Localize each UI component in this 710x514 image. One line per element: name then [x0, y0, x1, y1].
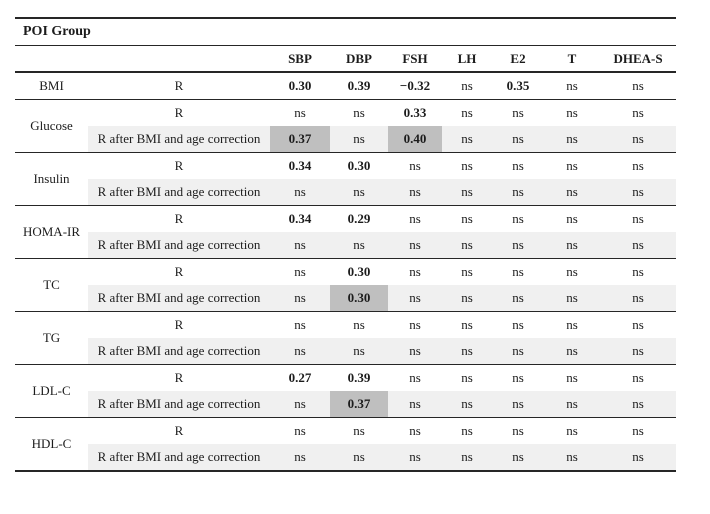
- cell-glucose-sbp: 0.37: [270, 126, 330, 153]
- cell-tg-e2: ns: [492, 312, 544, 339]
- cell-insulin-dhea-s: ns: [600, 179, 676, 206]
- cell-bmi-t: ns: [566, 78, 578, 93]
- cell-tg-sbp: ns: [270, 312, 330, 339]
- table-row-ldl-c-corrected: [15, 391, 676, 418]
- cell-homa-ir-t: ns: [544, 232, 600, 259]
- cell-hdl-c-lh: ns: [442, 444, 492, 471]
- poi-correlation-table: [15, 17, 676, 472]
- subrow-name: R after BMI and age correction: [88, 232, 270, 259]
- cell-glucose-t: ns: [544, 126, 600, 153]
- subrow-name: R: [88, 153, 270, 180]
- cell-homa-ir-sbp: ns: [270, 232, 330, 259]
- cell-hdl-c-fsh: ns: [388, 418, 442, 445]
- row-label-bmi: BMI: [15, 72, 88, 100]
- cell-insulin-dbp: ns: [330, 179, 388, 206]
- cell-glucose-fsh: 0.40: [388, 126, 442, 153]
- cell-homa-ir-lh: ns: [442, 232, 492, 259]
- cell-tg-dhea-s: ns: [600, 338, 676, 365]
- column-header-fsh: FSH: [388, 46, 442, 73]
- cell-tc-fsh: ns: [388, 285, 442, 312]
- cell-tg-lh: ns: [442, 312, 492, 339]
- cell-insulin-sbp: 0.34: [270, 153, 330, 180]
- cell-tc-lh: ns: [442, 259, 492, 286]
- cell-bmi-lh: ns: [461, 78, 473, 93]
- subrow-name: R after BMI and age correction: [88, 179, 270, 206]
- cell-ldl-c-dhea-s: ns: [600, 391, 676, 418]
- cell-ldl-c-dbp: 0.39: [330, 365, 388, 392]
- table-row-insulin-corrected: [15, 179, 676, 206]
- cell-tg-dbp: ns: [330, 312, 388, 339]
- subrow-name: R: [88, 259, 270, 286]
- cell-homa-ir-fsh: ns: [388, 206, 442, 233]
- subrow-name: R: [88, 365, 270, 392]
- row-label-hdl-c: HDL-C: [15, 418, 88, 472]
- subrow-name: R after BMI and age correction: [88, 285, 270, 312]
- table-row-insulin-r: [15, 153, 676, 180]
- cell-tg-fsh: ns: [388, 312, 442, 339]
- cell-homa-ir-e2: ns: [492, 232, 544, 259]
- subrow-name: R: [174, 78, 184, 93]
- table-row-tc-corrected: [15, 285, 676, 312]
- cell-insulin-e2: ns: [492, 179, 544, 206]
- cell-bmi-dhea-s: ns: [632, 78, 644, 93]
- cell-tc-sbp: ns: [270, 259, 330, 286]
- cell-homa-ir-t: ns: [544, 206, 600, 233]
- cell-hdl-c-lh: ns: [442, 418, 492, 445]
- subrow-name: R after BMI and age correction: [88, 126, 270, 153]
- table-row-glucose-corrected: [15, 126, 676, 153]
- cell-tg-t: ns: [544, 338, 600, 365]
- cell-ldl-c-dhea-s: ns: [600, 365, 676, 392]
- cell-tc-fsh: ns: [388, 259, 442, 286]
- cell-insulin-lh: ns: [442, 179, 492, 206]
- cell-tg-e2: ns: [492, 338, 544, 365]
- cell-ldl-c-fsh: ns: [388, 365, 442, 392]
- cell-glucose-dbp: ns: [330, 100, 388, 127]
- cell-glucose-sbp: ns: [270, 100, 330, 127]
- cell-glucose-fsh: 0.33: [388, 100, 442, 127]
- cell-ldl-c-sbp: ns: [270, 391, 330, 418]
- subrow-name: R after BMI and age correction: [88, 391, 270, 418]
- cell-tc-dhea-s: ns: [600, 285, 676, 312]
- table-row-hdl-c-r: [15, 418, 676, 445]
- cell-insulin-e2: ns: [492, 153, 544, 180]
- cell-glucose-t: ns: [544, 100, 600, 127]
- cell-hdl-c-dhea-s: ns: [600, 418, 676, 445]
- cell-ldl-c-fsh: ns: [388, 391, 442, 418]
- table-row-bmi-r: [15, 72, 676, 100]
- column-header-dhea-s: DHEA-S: [600, 46, 676, 73]
- cell-insulin-dhea-s: ns: [600, 153, 676, 180]
- table-title: POI Group: [15, 18, 676, 46]
- cell-hdl-c-sbp: ns: [270, 444, 330, 471]
- cell-tc-dbp: 0.30: [330, 285, 388, 312]
- cell-tc-lh: ns: [442, 285, 492, 312]
- cell-ldl-c-dbp: 0.37: [330, 391, 388, 418]
- cell-glucose-dhea-s: ns: [600, 126, 676, 153]
- cell-insulin-t: ns: [544, 153, 600, 180]
- cell-tg-dhea-s: ns: [600, 312, 676, 339]
- corner-empty-subname-col: [88, 46, 270, 73]
- cell-tg-t: ns: [544, 312, 600, 339]
- cell-ldl-c-sbp: 0.27: [270, 365, 330, 392]
- cell-tc-e2: ns: [492, 285, 544, 312]
- cell-homa-ir-dhea-s: ns: [600, 232, 676, 259]
- cell-hdl-c-dbp: ns: [330, 444, 388, 471]
- cell-ldl-c-t: ns: [544, 365, 600, 392]
- cell-tc-e2: ns: [492, 259, 544, 286]
- subrow-name: R: [88, 418, 270, 445]
- cell-hdl-c-dbp: ns: [330, 418, 388, 445]
- cell-tc-dbp: 0.30: [330, 259, 388, 286]
- cell-homa-ir-e2: ns: [492, 206, 544, 233]
- cell-ldl-c-e2: ns: [492, 365, 544, 392]
- cell-insulin-sbp: ns: [270, 179, 330, 206]
- row-label-tg: TG: [15, 312, 88, 365]
- cell-glucose-e2: ns: [492, 100, 544, 127]
- cell-tg-dbp: ns: [330, 338, 388, 365]
- cell-tg-fsh: ns: [388, 338, 442, 365]
- cell-insulin-dbp: 0.30: [330, 153, 388, 180]
- subrow-name: R after BMI and age correction: [88, 338, 270, 365]
- column-header-dbp: DBP: [330, 46, 388, 73]
- row-label-tc: TC: [15, 259, 88, 312]
- cell-insulin-t: ns: [544, 179, 600, 206]
- row-label-glucose: Glucose: [15, 100, 88, 153]
- cell-tg-lh: ns: [442, 338, 492, 365]
- row-label-ldl-c: LDL-C: [15, 365, 88, 418]
- subrow-name: R: [88, 312, 270, 339]
- subrow-name: R: [88, 100, 270, 127]
- cell-hdl-c-e2: ns: [492, 418, 544, 445]
- table-row-hdl-c-corrected: [15, 444, 676, 471]
- cell-bmi-sbp: 0.30: [288, 78, 312, 93]
- cell-hdl-c-e2: ns: [492, 444, 544, 471]
- cell-bmi-dbp: 0.39: [347, 78, 371, 93]
- row-label-homa-ir: HOMA-IR: [15, 206, 88, 259]
- cell-glucose-lh: ns: [442, 100, 492, 127]
- cell-homa-ir-fsh: ns: [388, 232, 442, 259]
- cell-insulin-fsh: ns: [388, 153, 442, 180]
- cell-glucose-e2: ns: [492, 126, 544, 153]
- corner-empty-label-col: [15, 46, 88, 73]
- cell-ldl-c-lh: ns: [442, 391, 492, 418]
- column-header-lh: LH: [442, 46, 492, 73]
- table-row-tg-r: [15, 312, 676, 339]
- cell-glucose-dbp: ns: [330, 126, 388, 153]
- column-header-row: [15, 46, 676, 73]
- cell-tc-t: ns: [544, 259, 600, 286]
- table-row-ldl-c-r: [15, 365, 676, 392]
- cell-bmi-fsh: −0.32: [399, 78, 431, 93]
- cell-insulin-fsh: ns: [388, 179, 442, 206]
- cell-tc-sbp: ns: [270, 285, 330, 312]
- cell-tc-t: ns: [544, 285, 600, 312]
- cell-ldl-c-lh: ns: [442, 365, 492, 392]
- table-row-glucose-r: [15, 100, 676, 127]
- cell-homa-ir-dbp: 0.29: [330, 206, 388, 233]
- table-row-homa-ir-corrected: [15, 232, 676, 259]
- cell-homa-ir-lh: ns: [442, 206, 492, 233]
- cell-glucose-lh: ns: [442, 126, 492, 153]
- cell-homa-ir-sbp: 0.34: [270, 206, 330, 233]
- cell-hdl-c-sbp: ns: [270, 418, 330, 445]
- column-header-t: T: [544, 46, 600, 73]
- column-header-sbp: SBP: [270, 46, 330, 73]
- table-title-row: [15, 18, 676, 46]
- cell-ldl-c-e2: ns: [492, 391, 544, 418]
- cell-hdl-c-t: ns: [544, 444, 600, 471]
- cell-tc-dhea-s: ns: [600, 259, 676, 286]
- cell-homa-ir-dbp: ns: [330, 232, 388, 259]
- row-label-insulin: Insulin: [15, 153, 88, 206]
- table-row-tg-corrected: [15, 338, 676, 365]
- cell-tg-sbp: ns: [270, 338, 330, 365]
- subrow-name: R after BMI and age correction: [88, 444, 270, 471]
- cell-hdl-c-fsh: ns: [388, 444, 442, 471]
- cell-bmi-e2: 0.35: [506, 78, 530, 93]
- cell-hdl-c-dhea-s: ns: [600, 444, 676, 471]
- cell-ldl-c-t: ns: [544, 391, 600, 418]
- table-body: [15, 72, 676, 471]
- cell-hdl-c-t: ns: [544, 418, 600, 445]
- table-row-tc-r: [15, 259, 676, 286]
- table-row-homa-ir-r: [15, 206, 676, 233]
- cell-insulin-lh: ns: [442, 153, 492, 180]
- cell-glucose-dhea-s: ns: [600, 100, 676, 127]
- column-header-e2: E2: [492, 46, 544, 73]
- subrow-name: R: [88, 206, 270, 233]
- cell-homa-ir-dhea-s: ns: [600, 206, 676, 233]
